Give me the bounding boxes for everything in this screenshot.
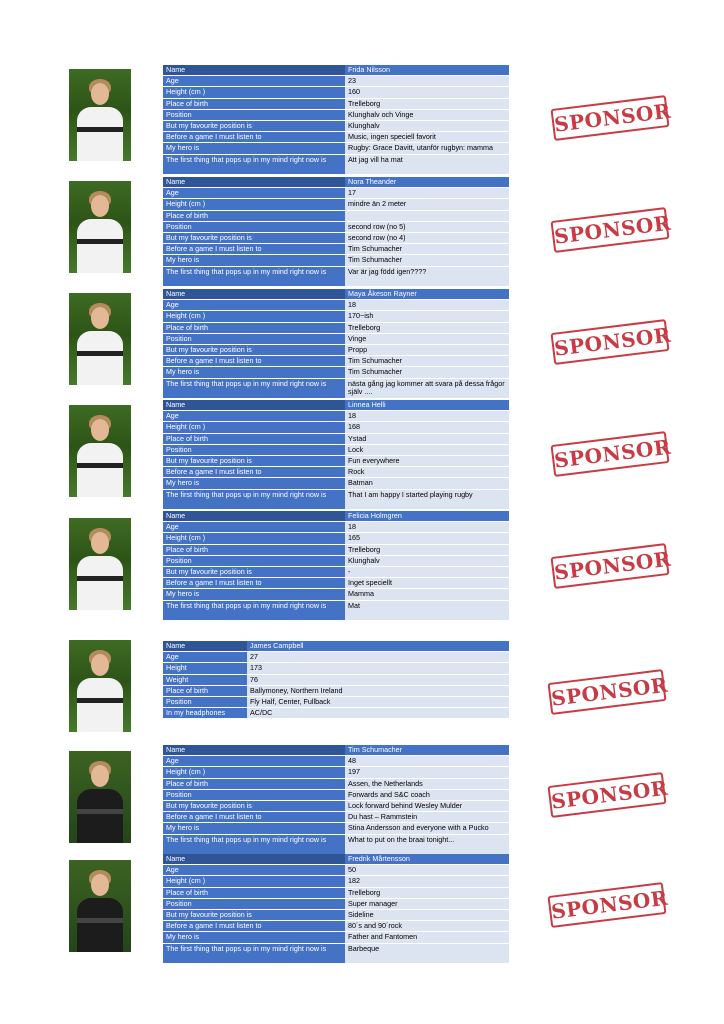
table-row <box>163 767 509 778</box>
field-value: 18 <box>345 411 509 422</box>
field-value: Batman <box>345 478 509 489</box>
field-value: Felicia Holmgren <box>345 511 509 522</box>
field-label: But my favourite position is <box>163 801 345 812</box>
field-label: My hero is <box>163 589 345 600</box>
table-row <box>163 345 509 356</box>
field-label: But my favourite position is <box>163 233 345 244</box>
coach-photo <box>69 751 131 843</box>
profile-table <box>163 854 509 964</box>
field-label: Name <box>163 400 345 411</box>
table-row <box>163 943 509 963</box>
field-label: But my favourite position is <box>163 345 345 356</box>
table-row <box>163 544 509 555</box>
sponsor-stamp: SPONSOR <box>550 319 669 365</box>
table-row <box>163 76 509 87</box>
field-label: Position <box>163 697 247 708</box>
table-row <box>163 812 509 823</box>
field-value: 173 <box>247 663 509 674</box>
table-row <box>163 333 509 344</box>
table-header-row <box>163 289 509 300</box>
table-row <box>163 756 509 767</box>
table-row <box>163 876 509 887</box>
field-label: The first thing that pops up in my mind right now is <box>163 378 345 398</box>
field-label: My hero is <box>163 823 345 834</box>
table-row <box>163 778 509 789</box>
field-label: The first thing that pops up in my mind right now is <box>163 489 345 509</box>
field-value: Fun everywhere <box>345 456 509 467</box>
field-value: Lock <box>345 444 509 455</box>
field-label: Before a game I must listen to <box>163 812 345 823</box>
field-value: 50 <box>345 865 509 876</box>
field-label: Name <box>163 289 345 300</box>
field-value: 168 <box>345 422 509 433</box>
field-label: Place of birth <box>163 98 345 109</box>
field-label: Position <box>163 789 345 800</box>
field-value: Tim Schumacher <box>345 244 509 255</box>
field-value: 182 <box>345 876 509 887</box>
table-row <box>163 411 509 422</box>
field-value: 17 <box>345 188 509 199</box>
field-value: Rock <box>345 467 509 478</box>
field-label: My hero is <box>163 367 345 378</box>
field-label: Place of birth <box>163 778 345 789</box>
sponsor-stamp: SPONSOR <box>547 669 666 715</box>
table-row <box>163 600 509 620</box>
table-row <box>163 567 509 578</box>
field-label: Position <box>163 221 345 232</box>
table-row <box>163 652 509 663</box>
field-label: Name <box>163 641 247 652</box>
field-value: 18 <box>345 300 509 311</box>
field-label: Height (cm ) <box>163 422 345 433</box>
table-row <box>163 589 509 600</box>
field-value: Ballymoney, Northern Ireland <box>247 685 509 696</box>
table-row <box>163 823 509 834</box>
field-label: But my favourite position is <box>163 567 345 578</box>
field-label: Before a game I must listen to <box>163 244 345 255</box>
table-row <box>163 433 509 444</box>
field-value: 165 <box>345 533 509 544</box>
field-value: That I am happy I started playing rugby <box>345 489 509 509</box>
field-label: Place of birth <box>163 887 345 898</box>
table-row <box>163 322 509 333</box>
table-row <box>163 188 509 199</box>
table-header-row <box>163 641 509 652</box>
field-value: Att jag vill ha mat <box>345 154 509 174</box>
table-row <box>163 244 509 255</box>
field-value: 80´s and 90´rock <box>345 921 509 932</box>
field-value: 27 <box>247 652 509 663</box>
table-row <box>163 87 509 98</box>
field-value: What to put on the braai tonight... <box>345 834 509 854</box>
table-header-row <box>163 745 509 756</box>
table-row <box>163 910 509 921</box>
field-value: Trelleborg <box>345 98 509 109</box>
field-label: Age <box>163 756 345 767</box>
field-label: Height (cm ) <box>163 199 345 210</box>
field-label: Before a game I must listen to <box>163 132 345 143</box>
field-value: 48 <box>345 756 509 767</box>
player-photo <box>69 181 131 273</box>
field-label: Age <box>163 188 345 199</box>
field-label: In my headphones <box>163 708 247 719</box>
table-row <box>163 221 509 232</box>
table-row <box>163 555 509 566</box>
table-header-row <box>163 177 509 188</box>
field-value: nästa gång jag kommer att svara på dessa frågor själv .... <box>345 378 509 398</box>
field-label: Before a game I must listen to <box>163 921 345 932</box>
table-row <box>163 378 509 398</box>
field-value: AC/DC <box>247 708 509 719</box>
field-label: Place of birth <box>163 433 345 444</box>
field-value: James Campbell <box>247 641 509 652</box>
field-label: My hero is <box>163 478 345 489</box>
field-label: But my favourite position is <box>163 121 345 132</box>
table-row <box>163 533 509 544</box>
field-label: But my favourite position is <box>163 910 345 921</box>
field-value: second row (no 4) <box>345 233 509 244</box>
field-label: The first thing that pops up in my mind right now is <box>163 943 345 963</box>
field-label: Age <box>163 522 345 533</box>
table-row <box>163 233 509 244</box>
field-value: Trelleborg <box>345 887 509 898</box>
sponsor-stamp: SPONSOR <box>547 882 666 928</box>
field-label: Age <box>163 76 345 87</box>
table-row <box>163 210 509 221</box>
field-value: Klunghalv <box>345 555 509 566</box>
field-label: My hero is <box>163 255 345 266</box>
field-label: Place of birth <box>163 544 345 555</box>
table-row <box>163 921 509 932</box>
player-photo <box>69 293 131 385</box>
table-row <box>163 311 509 322</box>
field-label: Name <box>163 511 345 522</box>
field-value: Nora Theander <box>345 177 509 188</box>
field-value: Du hast – Rammstein <box>345 812 509 823</box>
table-row <box>163 266 509 286</box>
field-label: Position <box>163 898 345 909</box>
table-header-row <box>163 511 509 522</box>
field-value: Lock forward behind Wesley Mulder <box>345 801 509 812</box>
field-value: 18 <box>345 522 509 533</box>
field-value: - <box>345 567 509 578</box>
field-value: Frida Nilsson <box>345 65 509 76</box>
field-label: The first thing that pops up in my mind right now is <box>163 834 345 854</box>
table-row <box>163 367 509 378</box>
field-value: 76 <box>247 674 509 685</box>
field-value: Stina Andersson and everyone with a Pucko <box>345 823 509 834</box>
table-row <box>163 98 509 109</box>
profile-table <box>163 511 509 621</box>
table-header-row <box>163 65 509 76</box>
field-value: Mamma <box>345 589 509 600</box>
table-row <box>163 708 509 719</box>
table-row <box>163 489 509 509</box>
field-label: My hero is <box>163 932 345 943</box>
field-label: The first thing that pops up in my mind right now is <box>163 154 345 174</box>
table-row <box>163 932 509 943</box>
table-row <box>163 456 509 467</box>
table-row <box>163 685 509 696</box>
manager-photo <box>69 860 131 952</box>
field-value: Super manager <box>345 898 509 909</box>
field-label: Position <box>163 444 345 455</box>
field-label: Name <box>163 745 345 756</box>
field-value: Maya Åkeson Rayner <box>345 289 509 300</box>
field-value: Mat <box>345 600 509 620</box>
player-photo <box>69 518 131 610</box>
field-label: Position <box>163 333 345 344</box>
sponsor-stamp: SPONSOR <box>550 543 669 589</box>
table-row <box>163 865 509 876</box>
field-value: Tim Schumacher <box>345 255 509 266</box>
field-value: Sideline <box>345 910 509 921</box>
field-value: Tim Schumacher <box>345 356 509 367</box>
table-row <box>163 121 509 132</box>
field-label: Height (cm ) <box>163 767 345 778</box>
table-header-row <box>163 854 509 865</box>
field-label: Age <box>163 300 345 311</box>
field-value: Trelleborg <box>345 544 509 555</box>
field-label: Position <box>163 109 345 120</box>
field-label: Height <box>163 663 247 674</box>
field-label: Height (cm ) <box>163 311 345 322</box>
table-row <box>163 663 509 674</box>
table-row <box>163 143 509 154</box>
table-row <box>163 789 509 800</box>
field-value: Music, ingen speciell favorit <box>345 132 509 143</box>
table-row <box>163 674 509 685</box>
table-row <box>163 467 509 478</box>
field-value: Rugby: Grace Davitt, utanför rugbyn: mamma <box>345 143 509 154</box>
field-value: Tim Schumacher <box>345 745 509 756</box>
field-value <box>345 210 509 221</box>
table-row <box>163 578 509 589</box>
field-value: 170~ish <box>345 311 509 322</box>
field-value: Fly Half, Center, Fullback <box>247 697 509 708</box>
field-label: Height (cm ) <box>163 533 345 544</box>
table-row <box>163 887 509 898</box>
field-value: Trelleborg <box>345 322 509 333</box>
table-row <box>163 444 509 455</box>
field-label: Name <box>163 65 345 76</box>
field-label: The first thing that pops up in my mind right now is <box>163 266 345 286</box>
field-label: Weight <box>163 674 247 685</box>
profile-table <box>163 65 509 175</box>
field-value: Var är jag född igen???? <box>345 266 509 286</box>
profile-table <box>163 177 509 287</box>
table-row <box>163 199 509 210</box>
field-value: Klunghalv och Vinge <box>345 109 509 120</box>
player-photo <box>69 405 131 497</box>
table-row <box>163 522 509 533</box>
field-value: Father and Fantomen <box>345 932 509 943</box>
field-value: 197 <box>345 767 509 778</box>
field-label: Name <box>163 177 345 188</box>
field-label: Position <box>163 555 345 566</box>
table-row <box>163 478 509 489</box>
table-row <box>163 422 509 433</box>
table-header-row <box>163 400 509 411</box>
field-value: Inget speciellt <box>345 578 509 589</box>
profile-table <box>163 641 509 719</box>
field-label: Age <box>163 411 345 422</box>
profile-table <box>163 745 509 855</box>
table-row <box>163 801 509 812</box>
profile-table <box>163 400 509 510</box>
coach-photo <box>69 640 131 732</box>
field-label: My hero is <box>163 143 345 154</box>
field-value: Assen, the Netherlands <box>345 778 509 789</box>
field-value: Klunghalv <box>345 121 509 132</box>
field-value: second row (no 5) <box>345 221 509 232</box>
field-label: The first thing that pops up in my mind right now is <box>163 600 345 620</box>
field-label: Height (cm ) <box>163 87 345 98</box>
table-row <box>163 255 509 266</box>
field-value: Propp <box>345 345 509 356</box>
table-row <box>163 697 509 708</box>
table-row <box>163 356 509 367</box>
table-row <box>163 834 509 854</box>
field-label: Age <box>163 652 247 663</box>
field-value: mindre än 2 meter <box>345 199 509 210</box>
field-label: Name <box>163 854 345 865</box>
sponsor-stamp: SPONSOR <box>550 431 669 477</box>
field-value: Ystad <box>345 433 509 444</box>
field-value: Tim Schumacher <box>345 367 509 378</box>
field-label: Before a game I must listen to <box>163 578 345 589</box>
sponsor-stamp: SPONSOR <box>550 95 669 141</box>
table-row <box>163 898 509 909</box>
field-value: Vinge <box>345 333 509 344</box>
player-photo <box>69 69 131 161</box>
sponsor-stamp: SPONSOR <box>550 207 669 253</box>
field-label: Place of birth <box>163 685 247 696</box>
sponsor-stamp: SPONSOR <box>547 772 666 818</box>
field-value: Forwards and S&C coach <box>345 789 509 800</box>
profile-table <box>163 289 509 399</box>
table-row <box>163 132 509 143</box>
field-value: 160 <box>345 87 509 98</box>
table-row <box>163 109 509 120</box>
table-row <box>163 154 509 174</box>
field-label: Place of birth <box>163 210 345 221</box>
field-label: Age <box>163 865 345 876</box>
field-value: Fredrik Mårtensson <box>345 854 509 865</box>
field-label: But my favourite position is <box>163 456 345 467</box>
field-label: Before a game I must listen to <box>163 467 345 478</box>
field-label: Place of birth <box>163 322 345 333</box>
field-value: Linnea Helli <box>345 400 509 411</box>
field-value: 23 <box>345 76 509 87</box>
field-label: Before a game I must listen to <box>163 356 345 367</box>
table-row <box>163 300 509 311</box>
field-label: Height (cm ) <box>163 876 345 887</box>
field-value: Barbeque <box>345 943 509 963</box>
